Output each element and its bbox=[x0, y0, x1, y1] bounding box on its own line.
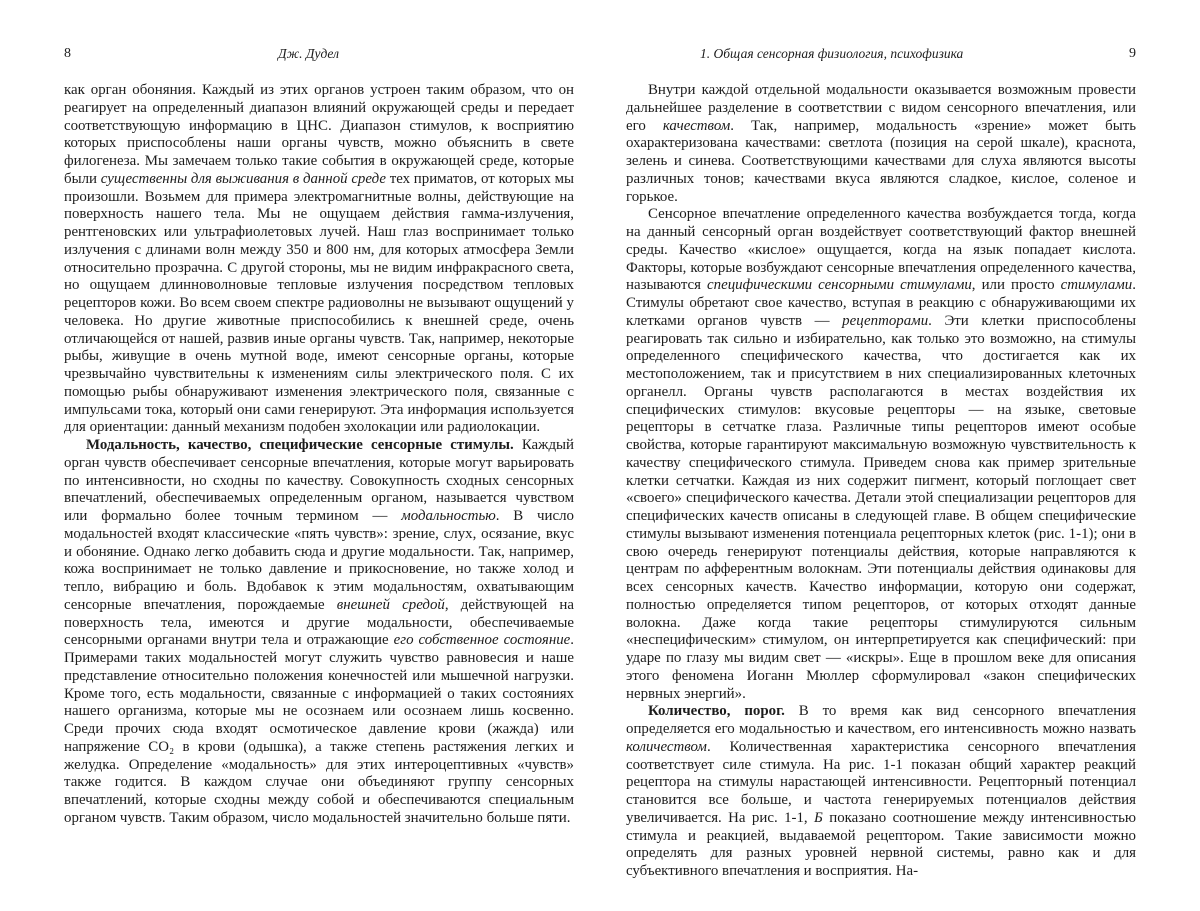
italic-term: рецепторами bbox=[842, 312, 929, 329]
text-run: В то время как вид сенсорного впечатления определяется его модальностью и качеством, его интенсивность можно назвать bbox=[626, 703, 1136, 737]
right-running-head: 1. Общая сенсорная физиология, психофизика bbox=[700, 46, 964, 61]
text-run: , действующей на поверхность тела, имеются и другие модальности, обеспечиваемые сенсорными органами внутри тела и отражающие bbox=[64, 596, 574, 649]
left-page-header bbox=[64, 42, 574, 66]
left-running-head: Дж. Дудел bbox=[278, 46, 339, 61]
paragraph bbox=[64, 437, 574, 828]
italic-term: специфическими сенсорными стимулами bbox=[707, 277, 972, 294]
text-run: тех приматов, от которых мы произошли. Возьмем для примера электромагнитные волны, действующие на поверхность нашего тела. Мы не ощущаем действия гамма-излучения, рентгеновских или ультрафиолетовых лучей. Наш глаз воспринимает только излучения с длинами волн между 350 и 800 нм, для которых атмосфера Земли относительно прозрачна. С другой стороны, мы не видим инфракрасного света, но ощущаем длинноволновые тепловые излучения посредством тепловых рецепторов кожи. Во всем своем спектре радиоволны не вызывают ощущений у человека. Но другие животные приспособились к внешней среде, очень отличающейся от нашей, развив иные органы чувств. Так, например, некоторые рыбы, живущие в очень мутной воде, имеют сенсорные органы, которые чрезвычайно чувствительны к изменениям силы электрического поля. С их помощью рыбы обнаруживают изменения электрического поля, связанные с импульсами тока, который они сами генерируют. Эта информация используется для ориентации: данный механизм подобен эхолокации или радиолокации. bbox=[64, 170, 575, 436]
text-run: Сенсорное впечатление определенного качества возбуждается тогда, когда на данный сенсорный орган воздействует соответствующий фактор внешней среды. Качество «кислое» ощущается, когда на язык попадает кислота. Факторы, которые возбуждают сенсорные впечатления определенного качества, называются bbox=[626, 206, 1136, 294]
italic-term: стимулами bbox=[1060, 277, 1133, 294]
paragraph bbox=[626, 82, 1136, 206]
paragraph bbox=[626, 206, 1136, 703]
section-run-in-heading: Модальность, качество, специфические сенсорные стимулы. bbox=[86, 437, 514, 453]
text-run: как орган обоняния. Каждый из этих органов устроен таким образом, что он реагирует на определенный диапазон влияний окружающей среды и передает соответствующую информацию в ЦНС. Диапазон стимулов, к восприятию которых приспособлены наши органы чувств, можно объяснить в свете филогенеза. Мы замечаем только такие события в окружающей среде, которые были bbox=[64, 82, 574, 187]
italic-term: существенны для выживания в данной среде bbox=[100, 170, 386, 187]
text-run: . Примерами таких модальностей могут служить чувство равновесия и наше представление относительно положения конечностей или мышечной нагрузки. Кроме того, есть модальности, связанные с информацией о таких состояниях нашего организма, которые мы не осознаем или осознаем лишь косвенно. Среди прочих сюда входят осмотическое давление крови (жажда) или напряжение CO₂ в крови (одышка), а также степень растяжения легких и желудка. Определение «модальность» для этих интероцептивных «чувств» также годится. В каждом случае они объединяют группу сенсорных впечатлений, которые сходны между собой и обеспечиваются специальным органом чувств. Таким образом, число модальностей значительно больше пяти. bbox=[64, 632, 574, 826]
right-page-header bbox=[626, 42, 1136, 66]
text-run: , или просто bbox=[971, 277, 1061, 294]
right-page bbox=[626, 0, 1136, 911]
italic-term: качеством bbox=[662, 117, 731, 134]
text-run: . Количественная характеристика сенсорного впечатления соответствует силе стимула. На рис. 1-1 показан общий характер реакций рецептора на стимулы нарастающей интенсивности. Рецепторный потенциал становится все больше, и частота генерируемых потенциалов действия увеличивается. На рис. 1-1, bbox=[626, 738, 1136, 826]
italic-term: количеством bbox=[626, 738, 707, 755]
left-page-body bbox=[64, 82, 574, 828]
text-run: Внутри каждой отдельной модальности оказывается возможным провести дальнейшее разделение в соответствии с видом сенсорного впечатления, или его bbox=[626, 82, 1136, 134]
text-run: . Стимулы обретают свое качество, вступая в реакцию с обнаруживающими их клетками органов чувств — bbox=[626, 277, 1136, 329]
italic-term: Б bbox=[814, 809, 823, 826]
right-page-number: 9 bbox=[1129, 46, 1136, 61]
text-run: . Так, например, модальность «зрение» может быть охарактеризована качествами: светлота (позиция на серой шкале), краснота, зелень и синева. Соответствующими качествами для слуха являются высоты различных тонов; качествами вкуса являются сладкое, кислое, соленое и горькое. bbox=[626, 117, 1136, 205]
section-run-in-heading: Количество, порог. bbox=[648, 703, 785, 720]
paragraph bbox=[626, 703, 1136, 881]
text-run: . В число модальностей входят классические «пять чувств»: зрение, слух, осязание, вкус и обоняние. Однако легко добавить сюда и другие модальности. Так, например, кожа воспринимает не только давление и прикосновение, но также холод и тепло, вибрацию и боль. Вдобавок к этим модальностям, охватывающим сенсорные впечатления, порождаемые bbox=[64, 508, 574, 613]
paragraph bbox=[64, 82, 574, 437]
text-run: показано соотношение между интенсивностью стимула и реакцией, выдаваемой рецептором. Такие зависимости можно определять для разных уровней нервной системы, равно как и для субъективного впечатления и восприятия. На- bbox=[626, 809, 1136, 879]
italic-term: модальностью bbox=[401, 508, 496, 524]
text-run: Каждый орган чувств обеспечивает сенсорные впечатления, которые могут варьировать по интенсивности, но сходны по качеству. Совокупность сходных сенсорных впечатлений, обеспечиваемых определенным органом, называется чувством или формально более точным термином — bbox=[64, 437, 575, 524]
italic-term: его собственное состояние bbox=[393, 632, 571, 649]
left-page bbox=[64, 0, 574, 911]
right-page-body bbox=[626, 82, 1136, 881]
left-page-number: 8 bbox=[64, 46, 71, 61]
italic-term: внешней средой bbox=[336, 596, 445, 613]
text-run: . Эти клетки приспособлены реагировать так сильно и избирательно, как только это возможно, на стимулы определенного специфического качества, что достигается как их местоположением, так и присутствием в них специализированных клеточных органелл. Органы чувств располагаются в местах воздействия их специфических стимулов: вкусовые рецепторы — на языке, световые рецепторы в сетчатке глаза. Различные типы рецепторов имеют особые свойства, которые гарантируют максимальную возможную чувствительность к качеству специфического стимула. Приведем снова как пример зрительные клетки сетчатки. Каждая из них содержит пигмент, который поглощает свет «своего» специфического качества. Детали этой специализации рецепторов для специфических качеств описаны в следующей главе. В общем специфические стимулы вызывают изменения потенциала рецепторных клеток (рис. 1-1); они в свою очередь генерируют потенциалы действия, которые направляются к центрам по афферентным волокнам. Эти потенциалы действия одинаковы для всех сенсорных качеств. Качество информации, которую они содержат, полностью определяется типом рецепторов, от которых отходят данные волокна. Даже когда такие рецепторы стимулируются сильным «неспецифическим» стимулом, он интерпретируется как специфический: при ударе по глазу мы видим свет — «искры». Еще в прошлом веке для описания этого феномена Иоганн Мюллер сформулировал «закон специфических нервных энергий». bbox=[626, 312, 1137, 702]
